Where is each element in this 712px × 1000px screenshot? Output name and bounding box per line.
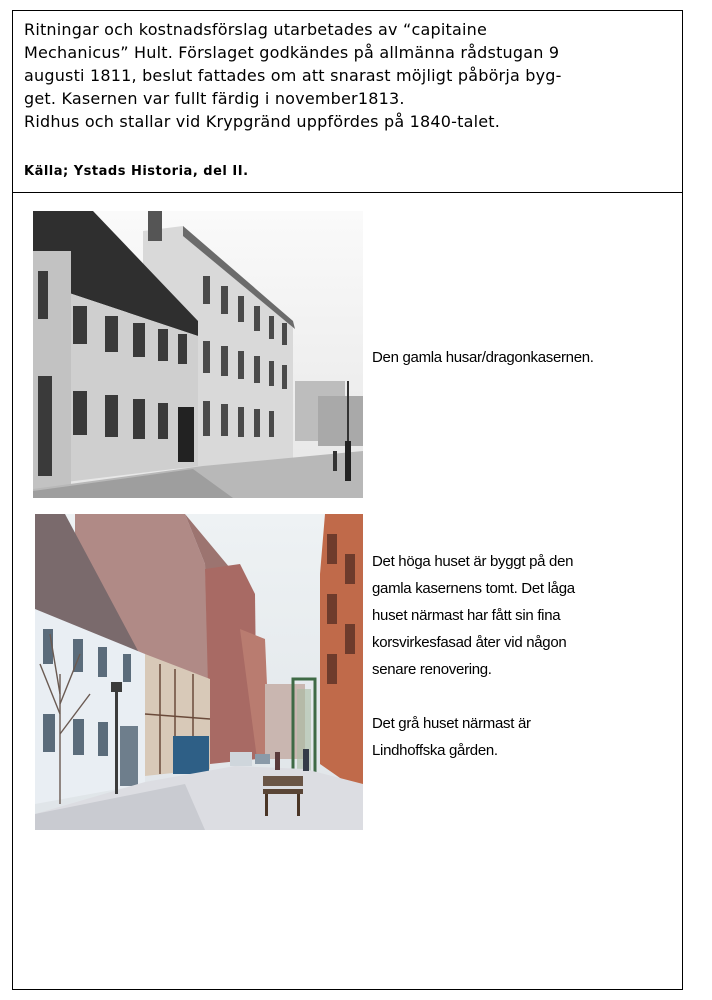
photo2-caption	[372, 548, 672, 764]
intro-line: Mechanicus” Hult. Förslaget godkändes på allmänna rådstugan 9	[24, 43, 560, 62]
photo2-caption-line: Det höga huset är byggt på den	[372, 553, 574, 570]
photo2-caption-line: gamla kasernens tomt. Det låga	[372, 580, 575, 597]
caption-spacer	[372, 683, 672, 710]
photo2-caption2-line: Det grå huset närmast är	[372, 715, 531, 732]
photo2-caption-line: korsvirkesfasad åter vid någon	[372, 634, 567, 651]
intro-line: get. Kasernen var fullt färdig i november1813.	[24, 89, 405, 108]
source-citation: Källa; Ystads Historia, del II.	[24, 164, 249, 179]
photo-modern-street	[35, 514, 363, 830]
photo2-caption2-line: Lindhoffska gården.	[372, 742, 498, 759]
photo2-caption-line: senare renovering.	[372, 661, 492, 678]
section-divider	[12, 192, 683, 193]
page-frame	[12, 10, 683, 990]
intro-text	[24, 18, 664, 133]
photo2-caption-line: huset närmast har fått sin fina	[372, 607, 561, 624]
intro-line: Ridhus och stallar vid Krypgränd uppfördes på 1840-talet.	[24, 112, 501, 131]
intro-line: augusti 1811, beslut fattades om att snarast möjligt påbörja byg-	[24, 66, 562, 85]
intro-line: Ritningar och kostnadsförslag utarbetades av “capitaine	[24, 20, 488, 39]
photo-old-barracks	[33, 211, 363, 498]
photo1-caption: Den gamla husar/dragonkasernen.	[372, 349, 594, 366]
